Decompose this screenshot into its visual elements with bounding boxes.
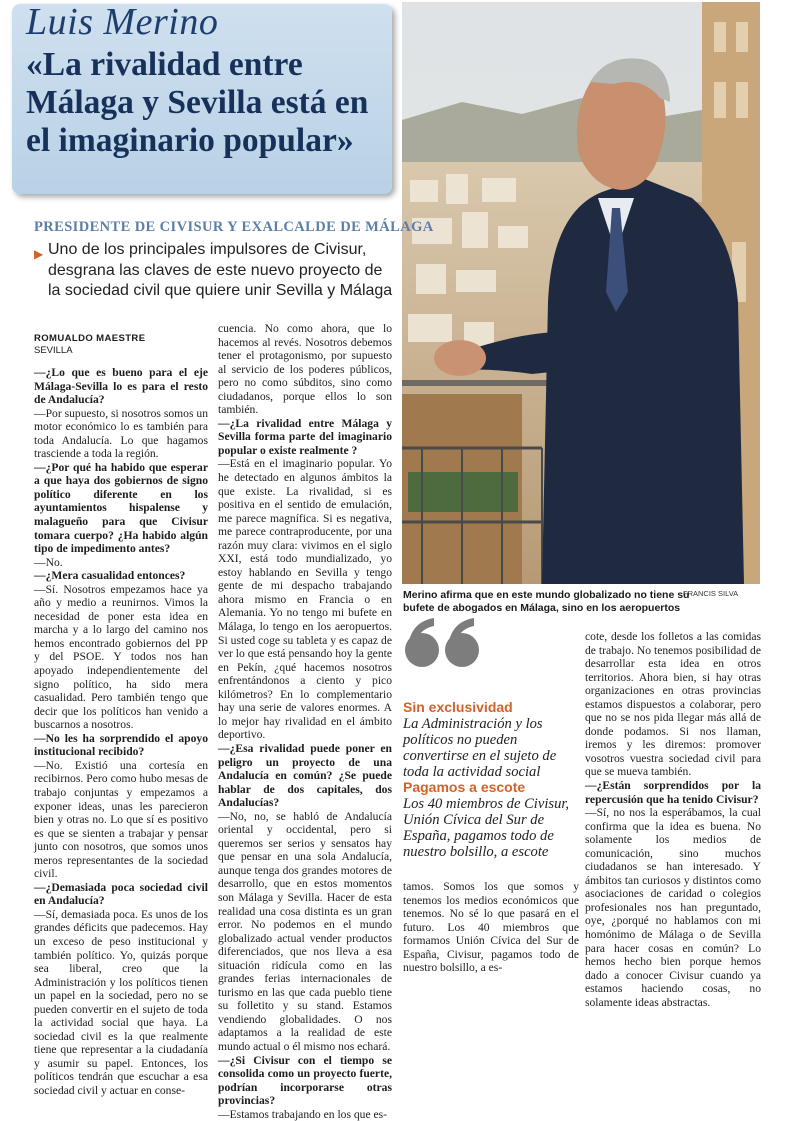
- interview-question: —¿Por qué ha habido que esperar a que haya dos gobiernos de signo político diferente en los ayuntamientos hispalense y malagueño para que Civisur tomara cuerpo? ¿Ha habido algún tipo de impedimento antes?: [34, 460, 208, 556]
- byline-city: SEVILLA: [34, 345, 73, 356]
- pullquote-text: Los 40 miembros de Civisur, Unión Cívica del Sur de España, pagamos todo de nuestro bolsillo, a escote: [403, 796, 570, 860]
- headline-title: «La rivalidad entre Málaga y Sevilla está en el imaginario popular»: [26, 46, 369, 159]
- pullquote-text: La Administración y los políticos no pueden convertirse en el sujeto de toda la actividad social: [403, 716, 557, 780]
- interview-answer: —No.: [34, 555, 63, 569]
- article-column-3: [403, 880, 579, 975]
- interview-question: —No les ha sorprendido el apoyo institucional recibido?: [34, 731, 208, 759]
- interview-answer: cuencia. No como ahora, que lo hacemos al revés. Nosotros debemos tener el protagonismo, por supuesto al servicio de los poderes públicos, pero no como súbditos, sino como ciudadanos, porque ellos lo son también.: [218, 322, 392, 417]
- interview-answer: tamos. Somos los que somos y tenemos los medios económicos que tenemos. No sé lo que pasará en el futuro. Los 40 miembros que formamos Unión Cívica del Sur de España, Civisur, pagamos todo de nuestro bolsillo, a es-: [403, 880, 579, 975]
- interview-answer: —Sí. Nosotros empezamos hace ya año y medio a reunirnos. Vimos la necesidad de poner esta idea en marcha y a lo largo del camino nos hemos encontrado gobiernos del PP y del PSOE. Y todos nos han apoyado independientemente del signo político, ha sido mera casualidad. Pero también tengo que decir que los políticos han venido a buscarnos a nosotros.: [34, 582, 208, 732]
- interview-question: —¿Demasiada poca sociedad civil en Andalucía?: [34, 880, 208, 908]
- triangle-bullet-icon: ▶: [34, 247, 44, 261]
- interview-answer: —Sí, no nos la esperábamos, la cual confirma que la idea es buena. No solamente los medios de comunicación, sino muchos ciudadanos se han interesado. Y ámbitos tan curiosos y distintos como asociaciones de caridad o colegios profesionales nos han preguntado, oye, ¿porqué no hablamos con mi homónimo de Málaga o de Sevilla para hacer cosas en común? Lo hemos hecho bien porque hemos dado a conocer Civisur cuando ya estamos haciendo cosas, no solamente ideas abstractas.: [585, 806, 761, 1009]
- pullquote-heading: Sin exclusividad: [403, 699, 513, 715]
- byline-author: ROMUALDO MAESTRE: [34, 333, 146, 344]
- interview-question: —¿Si Civisur con el tiempo se consolida como un proyecto fuerte, podrían incorporarse otras provincias?: [218, 1053, 392, 1108]
- interview-answer: —No. Existió una cortesía en recibirnos. Pero como hubo mesas de trabajo conjuntas y empezamos a exponer ideas, unas les parecieron bien y otras no. Lo que sí es positivo es que se sienten a trabajar y pensar junto con nosotros, que somos unos meros representantes de la sociedad civil.: [34, 758, 208, 881]
- photo-illustration: [402, 2, 760, 584]
- interview-question: —¿Lo que es bueno para el eje Málaga-Sevilla lo es para el resto de Andalucía?: [34, 366, 208, 407]
- pullquote-heading: Pagamos a escote: [403, 779, 526, 795]
- interview-question: —¿Esa rivalidad puede poner en peligro un proyecto de una Andalucía en común? ¿Se puede hablar de dos capitales, dos Andalucías?: [218, 741, 392, 810]
- interview-answer: —Está en el imaginario popular. Yo he detectado en algunos ámbitos la que existe. La rivalidad, si es positiva en el sentido de emulación, me parece magnífica. Si es negativa, me parece contraproducente, por una razón muy clara: vivimos en el siglo XXI, está todo mundializado, yo estoy hablando en Sevilla y tengo gente de mi despacho trabajando ahora mismo en Francia o en Alemania. Yo no tengo mi bufete en Málaga, lo tengo en los aeropuertos. Si usted coge su tableta y es capaz de ver lo que está pensando hoy la gente en Pekín, ¿qué hacemos nosotros enfrentándonos a ciento y pico kilómetros? En lo complementario hay una serie de valores enormes. A lo mejor hay rivalidad en el ámbito deportivo.: [218, 457, 392, 742]
- interview-answer: —Sí, demasiada poca. Es unos de los grandes déficits que padecemos. Hay un exceso de peso institucional y también político. Yo, quizás porque sea liberal, creo que la Administración y los políticos tienen un papel en la sociedad, pero no se pueden convertir en el sujeto de toda la actividad social que haya. La sociedad civil es la que realmente tiene que representar a la ciudadanía y asumir su papel. Entonces, los políticos tendrán que escuchar a esa sociedad civil y actuar en conse-: [34, 907, 208, 1097]
- article-column-4: [585, 630, 761, 1009]
- photo-credit: FRANCIS SILVA: [683, 589, 739, 598]
- photo-caption: Merino afirma que en este mundo globalizado no tiene su bufete de abogados en Málaga, sino en los aeropuertos: [403, 589, 690, 614]
- interview-answer: —Estamos trabajando en los que es-: [218, 1107, 388, 1121]
- quote-mark-icon: [398, 614, 488, 674]
- interview-question: —¿Mera casualidad entonces?: [34, 569, 186, 583]
- article-column-2: [218, 322, 392, 1121]
- interview-answer: —Por supuesto, si nosotros somos un motor económico lo es también para toda Andalucía. Lo que hagamos trasciende a toda la región.: [34, 406, 208, 461]
- portrait-photo: [402, 2, 760, 584]
- interview-answer: —No, no, se habló de Andalucía oriental y occidental, pero si queremos ser serios y sensatos hay que pensar en una sola Andalucía, aunque tenga dos grandes motores de desarrollo, que en estos momentos son Málaga y Sevilla. Hacer de esta realidad una cosa distinta es un gran error. No podemos en el mundo globalizado actual vender productos diferenciados, que nos lleva a esa situación ridícula como en las grandes ferias internacionales de turismo en las que cada pueblo tiene su folletito y su stand. Estamos vendiendo globalidades. O nos adaptamos a la realidad de este mundo actual o él mismo nos echará.: [218, 809, 392, 1053]
- interview-question: —¿Están sorprendidos por la repercusión que ha tenido Civisur?: [585, 779, 761, 806]
- interview-question: —¿La rivalidad entre Málaga y Sevilla forma parte del imaginario popular o existe realmente ?: [218, 416, 392, 457]
- lead-paragraph: Uno de los principales impulsores de Civisur, desgrana las claves de este nuevo proyecto de la sociedad civil que quiere unir Sevilla y Málaga: [48, 241, 393, 299]
- interviewee-name: Luis Merino: [26, 1, 219, 43]
- interview-answer: cote, desde los folletos a las comidas de trabajo. No tenemos posibilidad de desarrollar esta idea en otros territorios. Ahora bien, si hay otras organizaciones en otras provincias estamos dispuestos a colaborar, pero que no se nos pida llegar más allá de donde podamos. Si nos llaman, iremos y les diremos: promover vosotros vuestra sociedad civil para que se mueva también.: [585, 630, 761, 779]
- article-column-1: [34, 366, 208, 1098]
- kicker: PRESIDENTE DE CIVISUR Y EXALCALDE DE MÁLAGA: [34, 219, 434, 235]
